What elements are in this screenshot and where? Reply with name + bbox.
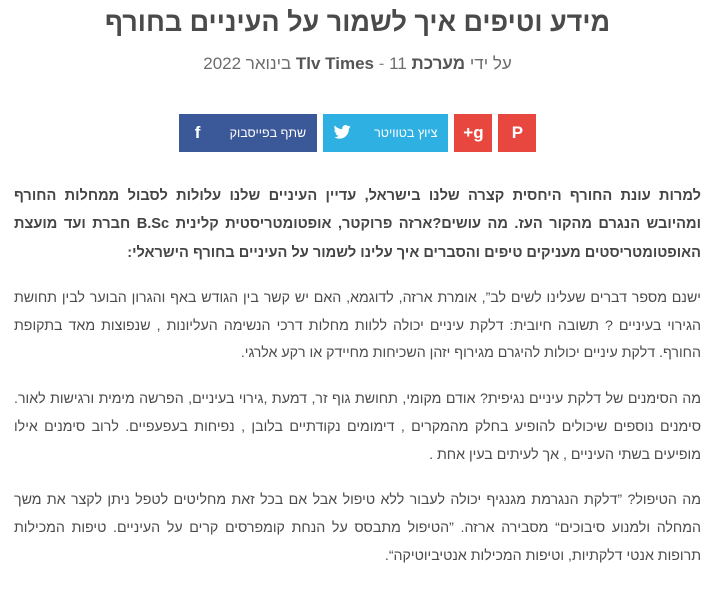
article-paragraph-1: ישנם מספר דברים שעלינו לשים לב”, אומרת ארזה, לדוגמא, האם יש קשר בין הגודש באף והגרון הבוער לבין תחושת הגירוי בעיניים ? תשובה חיובית: דלקת עיניים יכולה ללוות מחלות דרכי הנשימה העליונות , שנפוצות מאד בתקופת החורף. דלקת עיניים יכולות להיגרם מגירוף יזהן השכיחות מחיידק או רקע אלרגי. [14,290,701,362]
twitter-icon [323,114,361,152]
pinterest-icon: P [511,123,524,143]
social-share-bar [14,114,701,152]
article-paragraph-2: מה הסימנים של דלקת עיניים נגיפית? אודם מקומי, תחושת גוף זר, דמעת ,גירוי בעיניים, הפרשה מימית ורגישות לאור. סימנים נוספים שיכולים להופיע בחלק מהמקרים , דימומים נקודתיים בלובן , נפיחות בעפעפיים. לרוב סימנים אילו מופיעים בשתי העיניים , אך לעיתים בעין אחת . [14,391,701,463]
article-lead: למרות עונת החורף היחסית קצרה שלנו בישראל, עדיין העיניים שלנו עלולות לסבול ממחלות החורף ומהיובש הנגרם מהקור העז. מה עושים?ארזה פרוקטר, אופטומטריסטית קלינית B.Sc חברת ועד מועצת האופטומטריסטים מעניקים טיפים והסברים איך עלינו לשמור על העיניים בחורף הישראלי: [14,187,701,261]
byline-prefix: על ידי [469,53,512,73]
byline-separator: - [378,53,385,73]
facebook-icon: f [194,123,201,143]
share-google-plus-button[interactable] [454,114,492,152]
share-twitter-label: ציוץ בטוויטר [374,125,438,140]
share-facebook-button[interactable] [179,114,318,152]
google-plus-icon: g+ [463,123,484,143]
share-facebook-label: שתף בפייסבוק [229,125,307,140]
byline-date: 11 בינואר 2022 [203,53,407,73]
byline-author[interactable]: מערכת Tlv Times [295,53,466,73]
page-title: מידע וטיפים איך לשמור על העיניים בחורף [104,7,611,37]
share-twitter-button[interactable] [323,114,448,152]
article-paragraph-3: מה הטיפול? ”דלקת הנגרמת מגנגיף יכולה לעבור ללא טיפול אבל אם בכל זאת מחליטים לטפל ניתן לקצר את משך המחלה ולמנוע סיבוכים“ מסבירה ארזה. ”הטיפול מתבסס על הנחת קומפרסים קרים על העיניים. טיפות המכילות תרופות אנטי דלקתיות, וטיפות המכילות אנטיביוטיקה“. [14,492,701,564]
byline [14,54,701,74]
share-pinterest-button[interactable] [498,114,536,152]
